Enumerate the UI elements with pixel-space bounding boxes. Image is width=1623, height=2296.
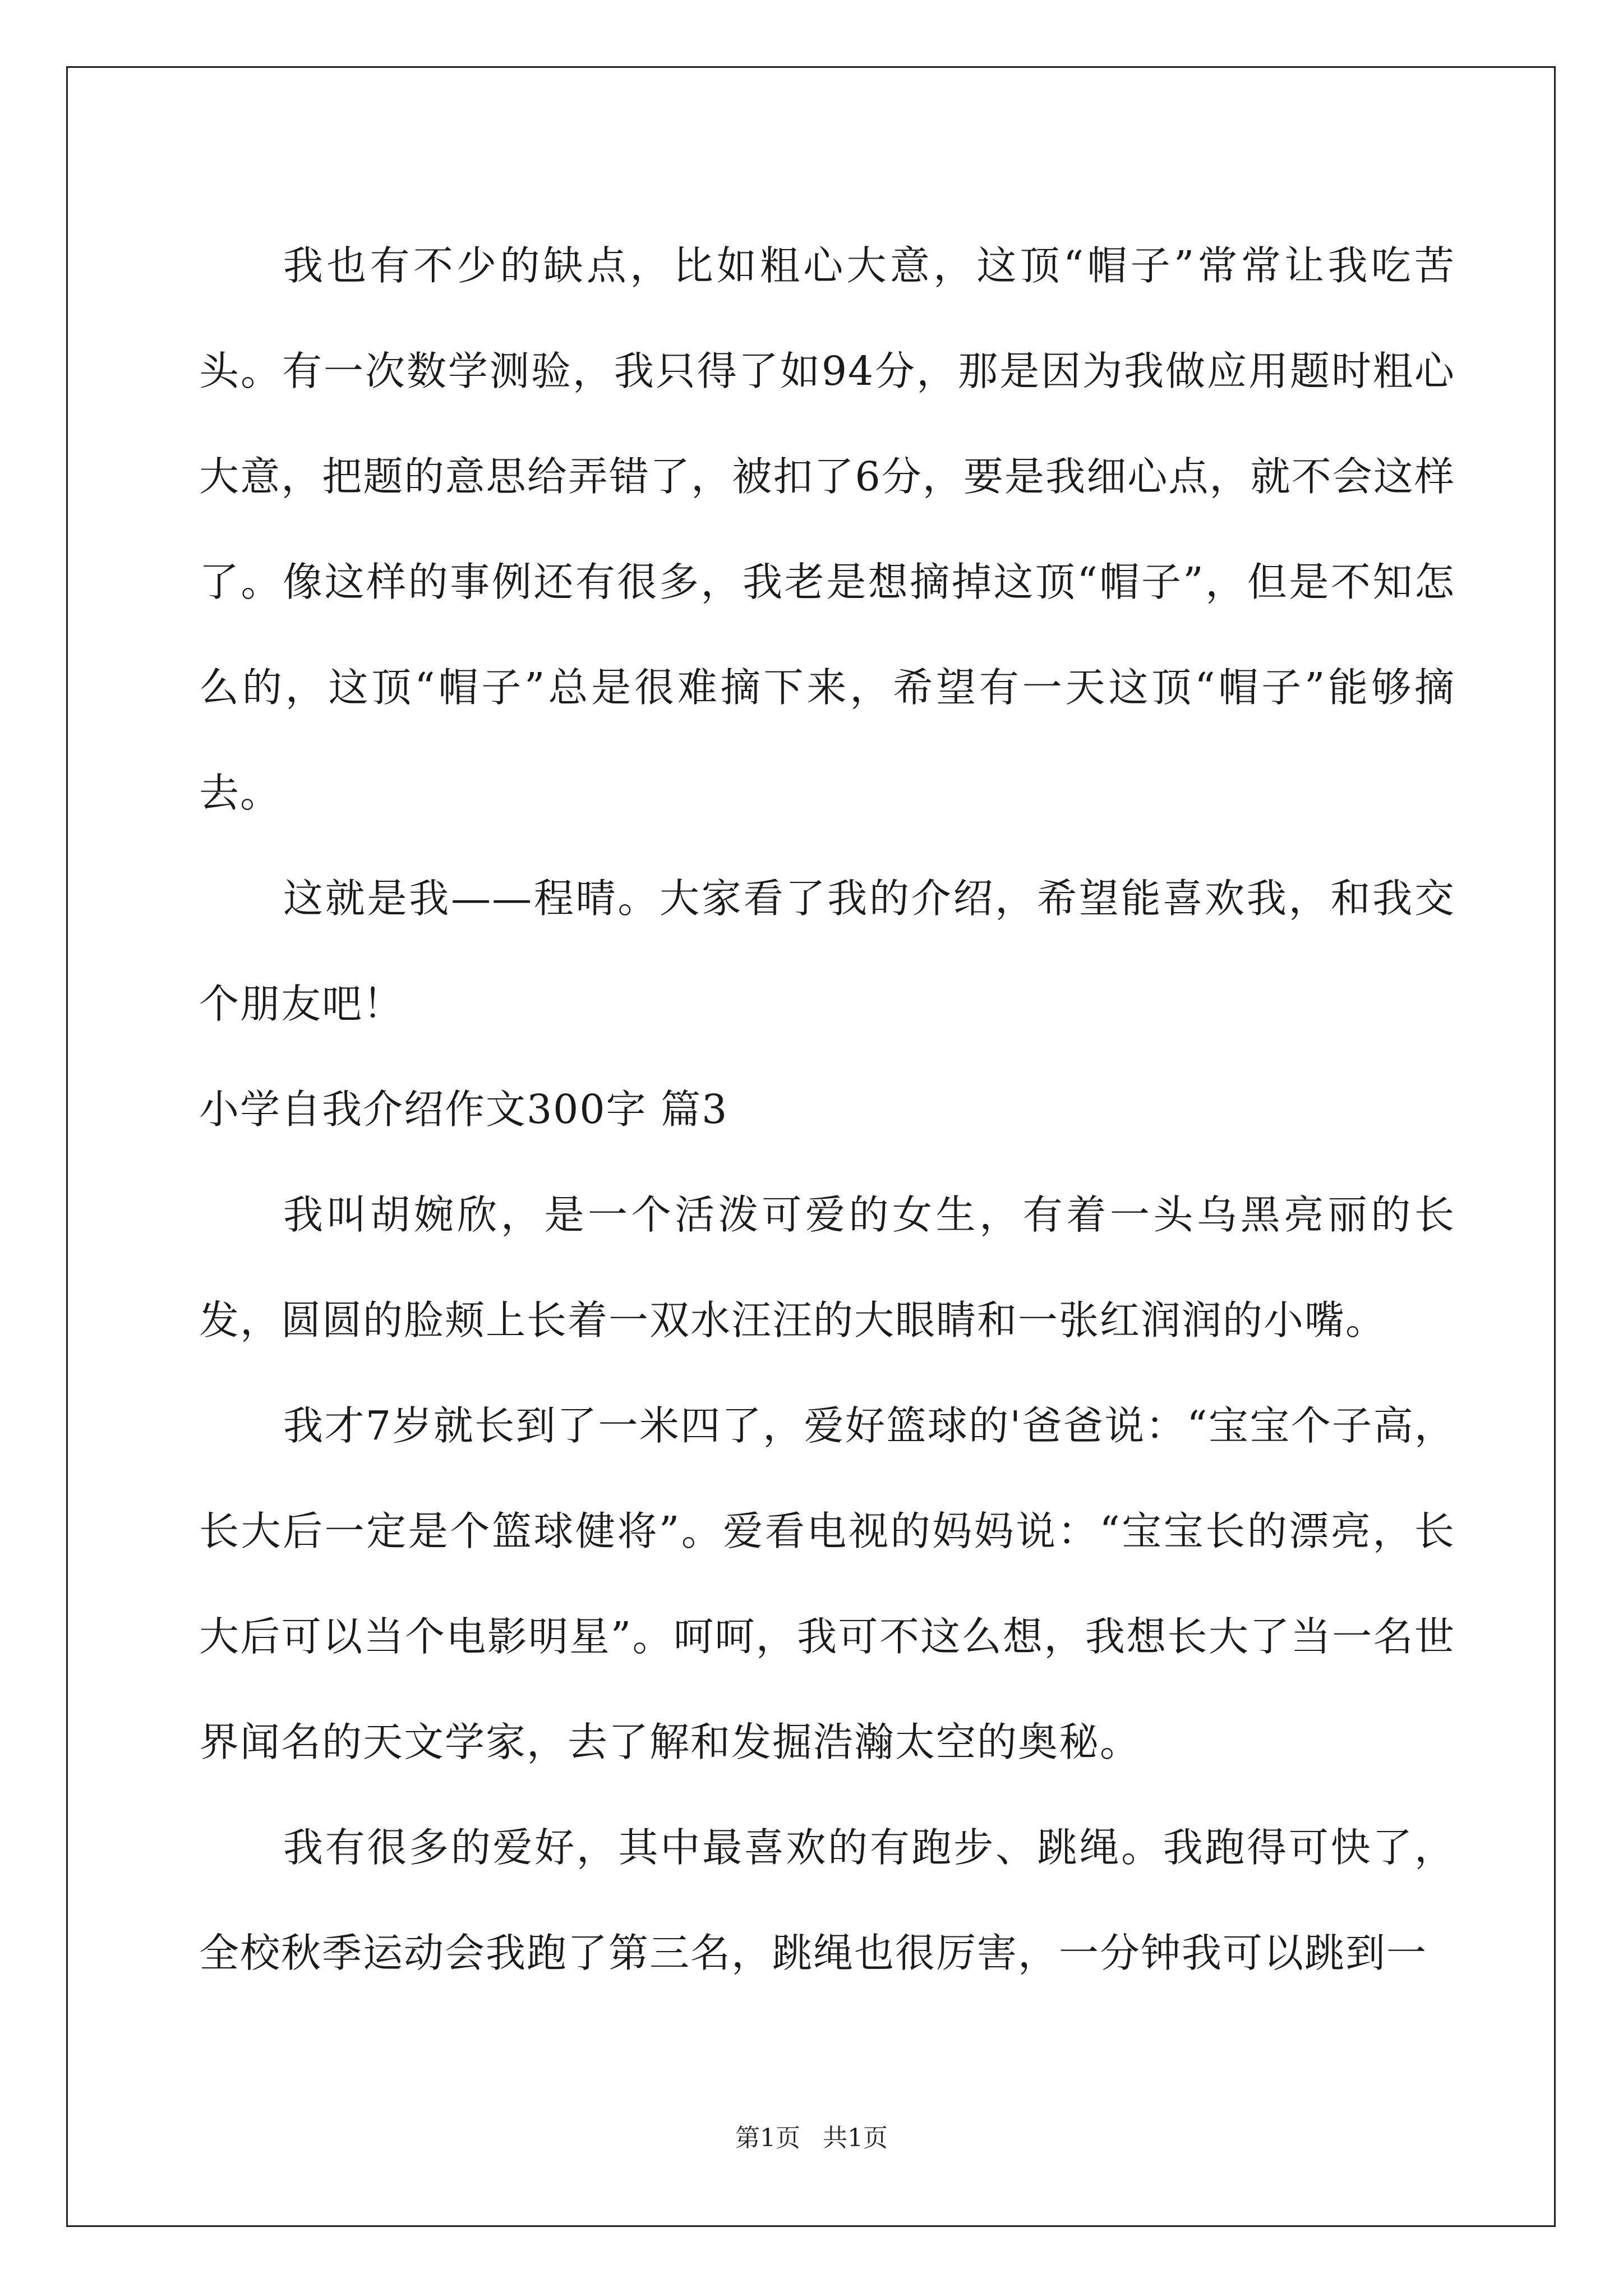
paragraph-1: 我也有不少的缺点，比如粗心大意，这顶“帽子”常常让我吃苦头。有一次数学测验，我只得了如94分，那是因为我做应用题时粗心大意，把题的意思给弄错了，被扣了6分，要是我细心点，就不会这样了。像这样的事例还有很多，我老是想摘掉这顶“帽子”，但是不知怎么的，这顶“帽子”总是很难摘下来，希望有一天这顶“帽子”能够摘去。 — [199, 242, 1455, 816]
paragraph-4: 我才7岁就长到了一米四了，爱好篮球的'爸爸说：“宝宝个子高，长大后一定是个篮球健将”。爱看电视的妈妈说：“宝宝长的漂亮，长大后可以当个电影明星”。呵呵，我可不这么想，我想长大了当一名世界闻名的天文学家，去了解和发掘浩瀚太空的奥秘。 — [199, 1402, 1455, 1765]
page-total: 共1页 — [823, 2124, 888, 2152]
document-body — [199, 213, 1455, 2006]
section-heading: 小学自我介绍作文300字 篇3 — [199, 1086, 728, 1133]
paragraph-3: 我叫胡婉欣，是一个活泼可爱的女生，有着一头乌黑亮丽的长发，圆圆的脸颊上长着一双水汪汪的大眼睛和一张红润润的小嘴。 — [199, 1191, 1455, 1343]
page-footer — [0, 2122, 1623, 2155]
paragraph-2: 这就是我——程晴。大家看了我的介绍，希望能喜欢我，和我交个朋友吧！ — [199, 875, 1455, 1027]
paragraph-5: 我有很多的爱好，其中最喜欢的有跑步、跳绳。我跑得可快了，全校秋季运动会我跑了第三名，跳绳也很厉害，一分钟我可以跳到一 — [199, 1824, 1455, 1976]
page-number: 第1页 — [735, 2124, 800, 2152]
